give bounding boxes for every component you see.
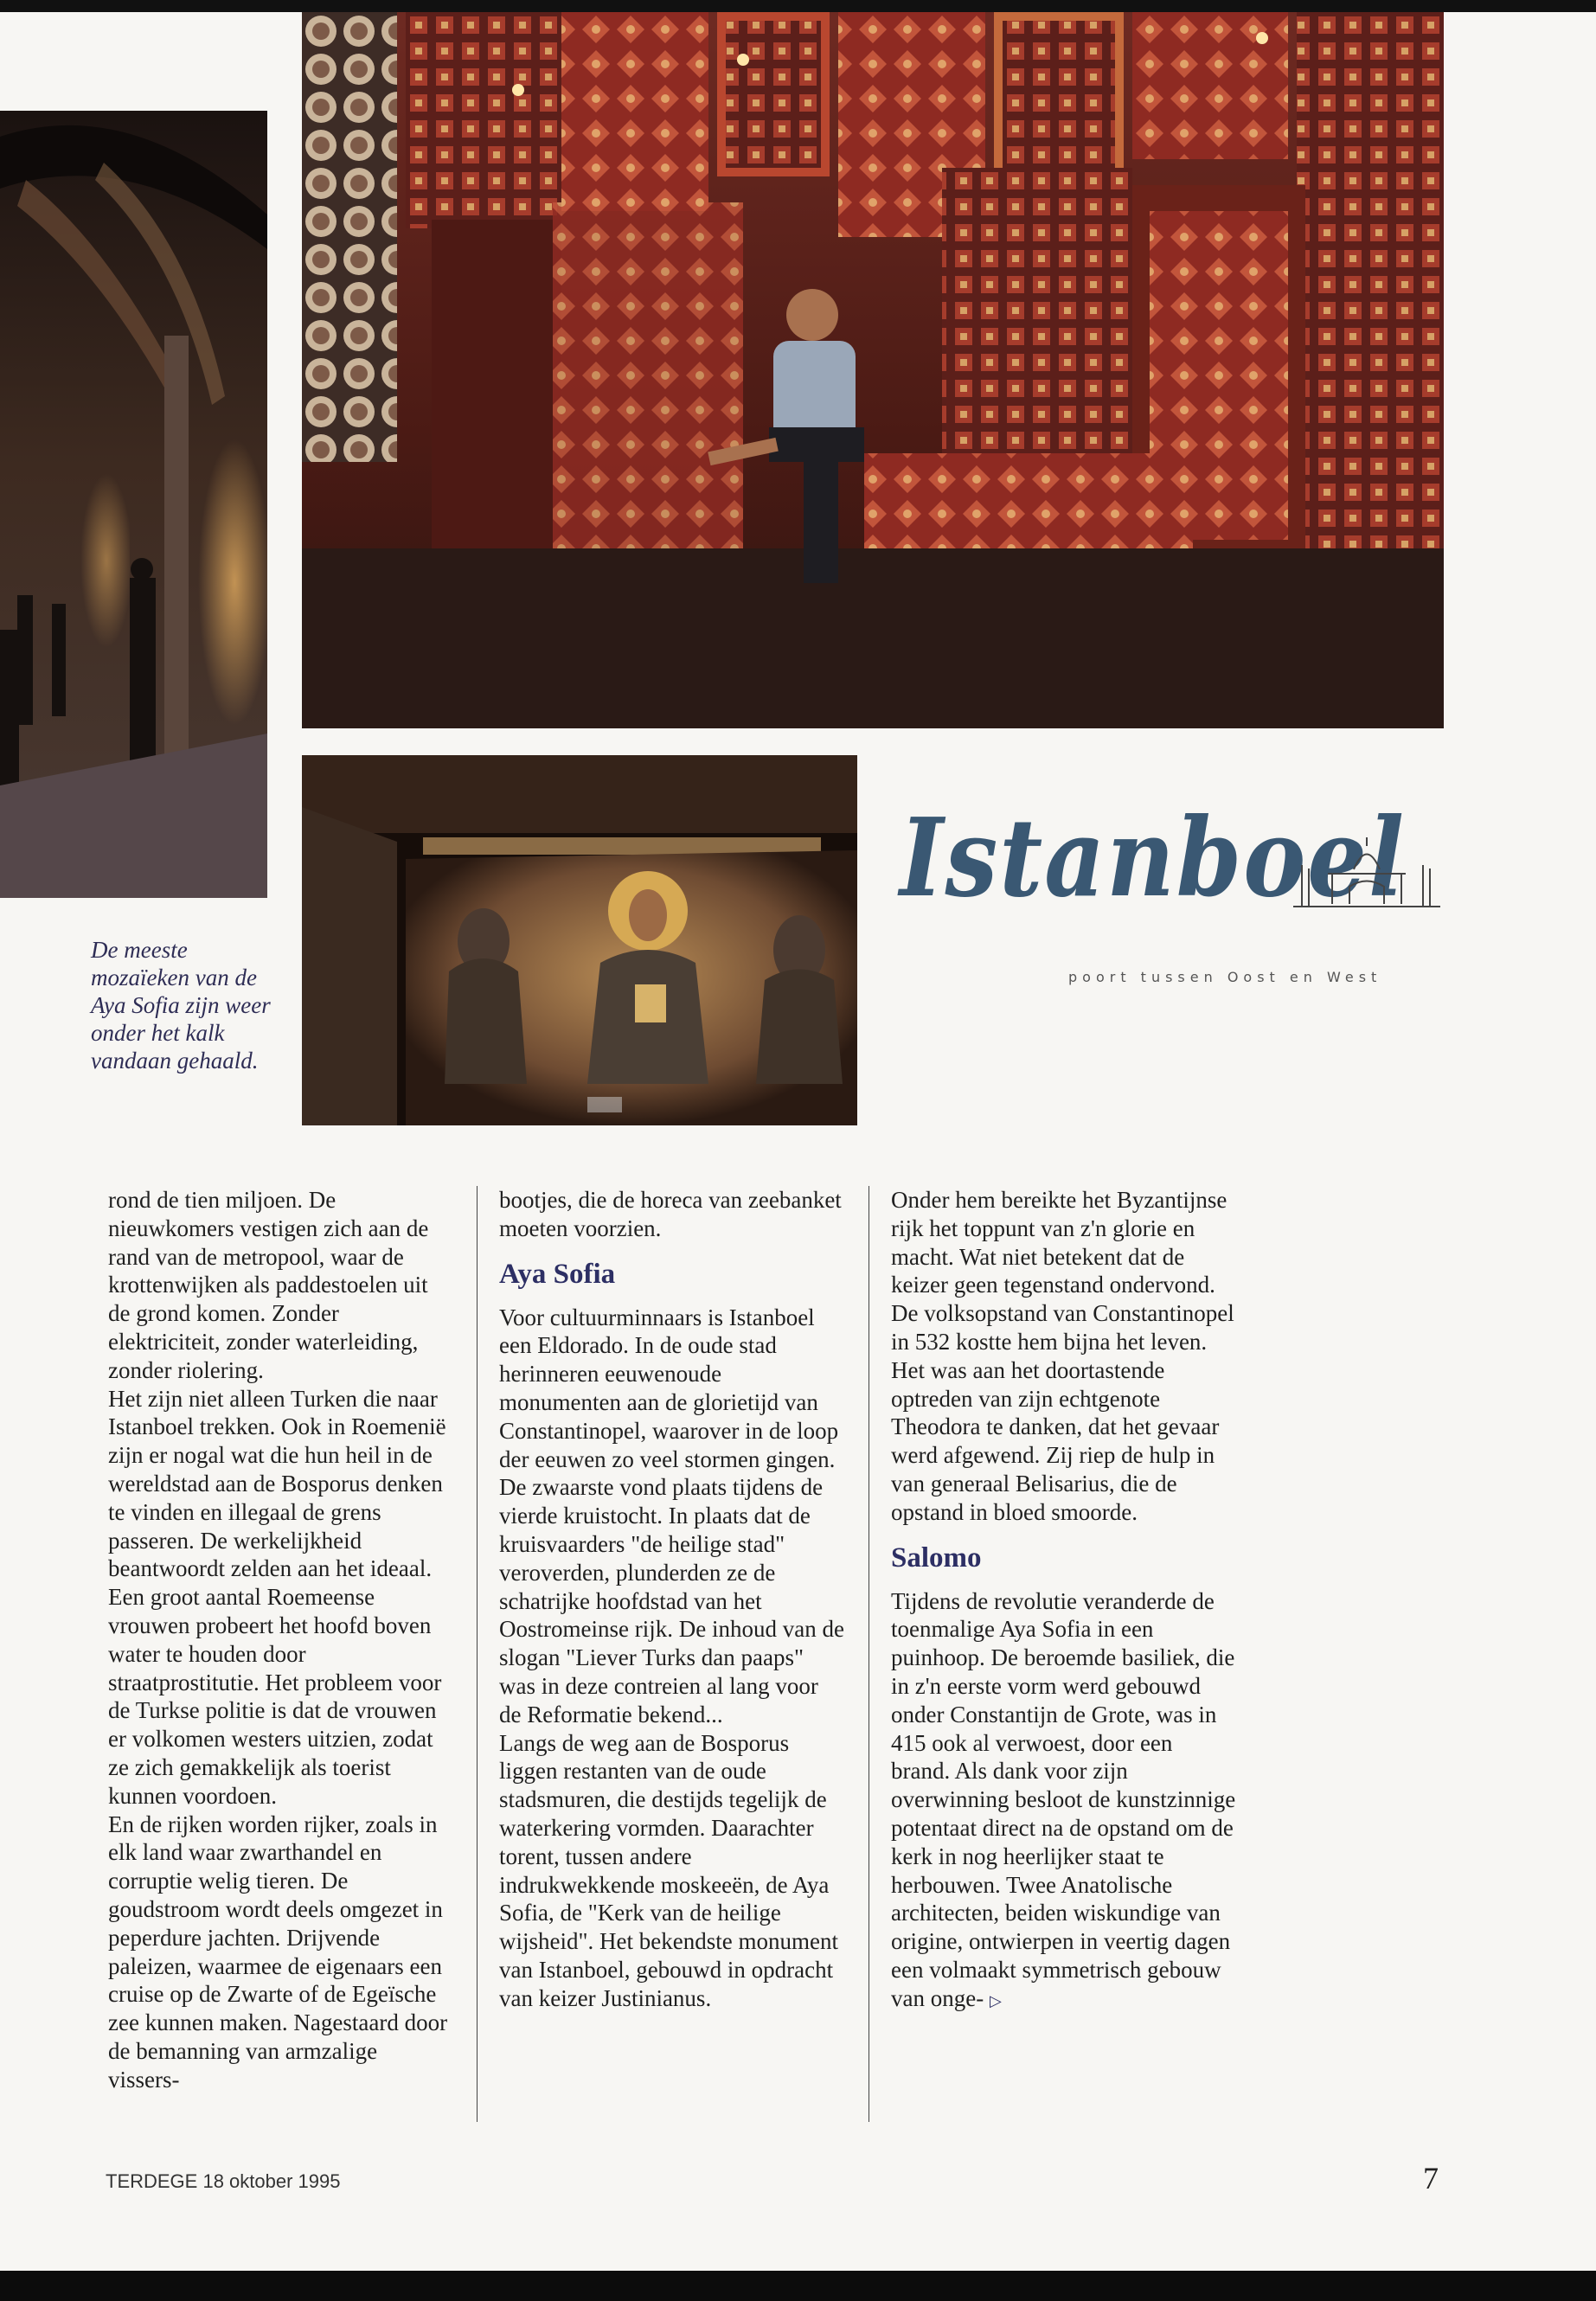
continue-arrow-icon: ▷ — [989, 1991, 1002, 2009]
article-title: Istanboel — [900, 796, 1406, 921]
text-column-3 — [891, 1186, 1237, 2016]
body-paragraph: Onder hem bereikte het Byzantijnse rijk het toppunt van z'n glorie en macht. Wat niet betekent dat de keizer geen tegenstand ondervond. De volksopstand van Constantinopel in 532 kostte hem bijna het leven. Het was aan het doortastende optreden van zijn echtgenote Theodora te danken, dat het gevaar werd afgewend. Zij riep de hulp in van generaal Belisarius, die de opstand in bloed smoorde. — [891, 1187, 1234, 1525]
body-paragraph: Voor cultuurminnaars is Istanboel een Eldorado. In de oude stad herinneren eeuwenoude monumenten aan de glorietijd van Constantinopel, waarover in de loop der eeuwen zo veel stormen gingen. De zwaarste vond plaats tijdens de vierde kruistocht. In plaats dat de kruisvaarders "de heilige stad" veroverden, plunderden ze de schatrijke hoofdstad van het Oostromeinse rijk. De inhoud van de slogan "Liever Turks dan paaps" was in deze contreien al lang voor de Reformatie bekend... — [499, 1304, 844, 1727]
section-heading: Salomo — [891, 1541, 982, 1574]
text-column-2 — [499, 1186, 845, 2013]
body-paragraph: bootjes, die de horeca van zeebanket moeten voorzien. — [499, 1187, 842, 1241]
top-border — [0, 0, 1596, 12]
article-subtitle: poort tussen Oost en West — [1068, 969, 1382, 985]
carpet-bazaar-photo — [302, 12, 1444, 728]
body-paragraph: Het zijn niet alleen Turken die naar Istanboel trekken. Ook in Roemenië zijn er nogal wat die hun heil in de wereldstad aan de Bosporus denken te vinden en illegaal de grens passeren. De werkelijkheid beantwoordt zelden aan het ideaal. Een groot aantal Roemeense vrouwen probeert het hoofd boven water te houden door straatprostitutie. Het probleem voor de Turkse politie is dat de vrouwen er volkomen westers uitzien, zodat ze zich gemakkelijk als toerist kunnen voordoen. — [108, 1385, 446, 1809]
arcade-photo — [0, 111, 267, 898]
body-paragraph: Langs de weg aan de Bosporus liggen restanten van de oude stadsmuren, die destijds tegelijk de waterkering vormden. Daarachter torent, tussen andere indrukwekkende moskeeën, de Aya Sofia, de "Kerk van de heilige wijsheid". Het bekendste monument van Istanboel, gebouwd in opdracht van keizer Justinianus. — [499, 1729, 838, 2011]
page-number: 7 — [1423, 2161, 1439, 2195]
section-heading: Aya Sofia — [499, 1258, 616, 1290]
body-paragraph: rond de tien miljoen. De nieuwkomers vestigen zich aan de rand van de metropool, waar de krottenwijken als paddestoelen uit de grond komen. Zonder elektriciteit, zonder waterleiding, zonder riolering. — [108, 1187, 429, 1383]
column-divider — [477, 1186, 478, 2122]
mosaic-photo — [302, 755, 857, 1125]
body-paragraph: Tijdens de revolutie veranderde de toenmalige Aya Sofia in een puinhoop. De beroemde basiliek, die in z'n eerste vorm werd gebouwd onder Constantijn de Grote, was in 415 ook al verwoest, door een brand. Als dank voor zijn overwinning besloot de kunstzinnige potentaat direct na de opstand om de kerk in nog heerlijker staat te herbouwen. Twee Anatolische architecten, beiden wiskundige van origine, ontwierpen in veertig dagen een volmaakt symmetrisch gebouw van onge- ▷ — [891, 1587, 1236, 2011]
mosque-dome-icon — [1285, 830, 1449, 908]
article-title-block — [900, 796, 1557, 995]
bottom-border — [0, 2271, 1596, 2301]
magazine-footer: TERDEGE 18 oktober 1995 — [106, 2170, 341, 2192]
body-paragraph: En de rijken worden rijker, zoals in elk land waar zwarthandel en corruptie welig tieren. De goudstroom wordt deels omgezet in peperdure jachten. Drijvende paleizen, waarmee de eigenaars een cruise op de Zwarte of de Egeïsche zee kunnen maken. Nagestaard door de bemanning van armzalige vissers- — [108, 1811, 448, 2093]
photo-caption: De meeste mozaïeken van de Aya Sofia zijn weer onder het kalk vandaan gehaald. — [91, 937, 271, 1074]
text-column-1 — [108, 1186, 454, 2094]
